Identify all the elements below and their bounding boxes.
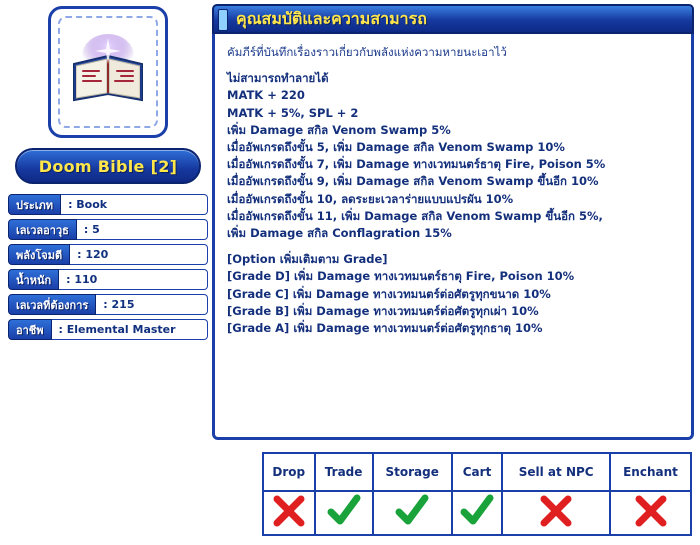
stat-value: : 110: [59, 269, 208, 290]
stat-row-weight: [8, 269, 208, 290]
stat-key: ประเภท: [8, 194, 61, 215]
column-header-cart: Cart: [452, 453, 503, 491]
doom-bible-book-icon: [66, 34, 150, 110]
description-line: เพิ่ม Damage สกิล Conflagration 15%: [227, 226, 452, 241]
description-line: MATK + 220: [227, 88, 305, 103]
description-spacer: [227, 61, 679, 70]
description-panel: [212, 4, 694, 440]
description-line: เมื่ออัพเกรดถึงขั้น 11, เพิ่ม Damage สกิล Venom Swamp ขึ้นอีก 5%,: [227, 208, 603, 223]
red-cross-icon: [272, 494, 306, 528]
column-header-sell-at-npc: Sell at NPC: [502, 453, 610, 491]
stat-value: : 120: [70, 244, 208, 265]
description-line: เมื่ออัพเกรดถึงขั้น 9, เพิ่ม Damage สกิล Venom Swamp ขึ้นอีก 10%: [227, 174, 599, 189]
description-line: เมื่ออัพเกรดถึงขั้น 10, ลดระยะเวลาร่ายแบบแปรผัน 10%: [227, 191, 514, 206]
stat-row-weapon-level: [8, 219, 208, 240]
description-line: ไม่สามารถทำลายได้: [227, 71, 329, 86]
flag-cell-cart: [452, 491, 503, 535]
description-body: [212, 34, 694, 440]
description-spacer: [227, 242, 679, 251]
description-title-bar: [212, 4, 694, 34]
item-stat-list: [8, 194, 208, 340]
item-icon-frame: [48, 6, 168, 138]
green-check-icon: [460, 494, 494, 528]
stat-value: : Book: [61, 194, 208, 215]
stat-row-required-level: [8, 294, 208, 315]
column-header-storage: Storage: [373, 453, 452, 491]
stat-row-type: [8, 194, 208, 215]
stat-key: เลเวลที่ต้องการ: [8, 294, 96, 315]
stat-key: เลเวลอาวุธ: [8, 219, 77, 240]
column-header-enchant: Enchant: [610, 453, 691, 491]
description-line: [Option เพิ่มเติมตาม Grade]: [227, 252, 388, 267]
description-title: คุณสมบัติและความสามารถ: [236, 8, 427, 28]
description-line: [Grade D] เพิ่ม Damage ทางเวทมนตร์ธาตุ Fire, Poison 10%: [227, 269, 575, 284]
description-line: [Grade C] เพิ่ม Damage ทางเวทมนตร์ต่อศัตรูทุกขนาด 10%: [227, 286, 551, 301]
column-header-trade: Trade: [315, 453, 373, 491]
item-name: Doom Bible [2]: [38, 156, 178, 176]
description-line: คัมภีร์ที่บันทึกเรื่องราวเกี่ยวกับพลังแห่งความหายนะเอาไว้: [227, 45, 507, 59]
stat-key: น้ำหนัก: [8, 269, 59, 290]
column-header-drop: Drop: [263, 453, 315, 491]
table-row: [263, 491, 691, 535]
description-line: เมื่ออัพเกรดถึงขั้น 5, เพิ่ม Damage สกิล Venom Swamp 10%: [227, 140, 565, 155]
stat-key: อาชีพ: [8, 319, 52, 340]
table-header-row: [263, 453, 691, 491]
flag-cell-drop: [263, 491, 315, 535]
description-line: เมื่ออัพเกรดถึงขั้น 7, เพิ่ม Damage ทางเวทมนตร์ธาตุ Fire, Poison 5%: [227, 157, 606, 172]
flag-cell-trade: [315, 491, 373, 535]
description-line: MATK + 5%, SPL + 2: [227, 105, 359, 120]
stat-row-job: [8, 319, 208, 340]
stat-value: : 5: [77, 219, 208, 240]
red-cross-icon: [634, 494, 668, 528]
stat-key: พลังโจมตี: [8, 244, 70, 265]
item-name-plate: [15, 148, 201, 184]
stat-value: : Elemental Master: [52, 319, 209, 340]
stat-row-attack: [8, 244, 208, 265]
title-accent-icon: [218, 9, 228, 31]
flag-cell-sell-at-npc: [502, 491, 610, 535]
stat-value: : 215: [96, 294, 208, 315]
flag-cell-enchant: [610, 491, 691, 535]
item-flags-table: [262, 452, 692, 536]
description-line: เพิ่ม Damage สกิล Venom Swamp 5%: [227, 122, 451, 137]
green-check-icon: [327, 494, 361, 528]
description-line: [Grade B] เพิ่ม Damage ทางเวทมนตร์ต่อศัตรูทุกเผ่า 10%: [227, 303, 539, 318]
green-check-icon: [395, 494, 429, 528]
flag-cell-storage: [373, 491, 452, 535]
item-summary-column: [8, 6, 208, 344]
red-cross-icon: [539, 494, 573, 528]
description-line: [Grade A] เพิ่ม Damage ทางเวทมนตร์ต่อศัตรูทุกธาตุ 10%: [227, 321, 543, 336]
